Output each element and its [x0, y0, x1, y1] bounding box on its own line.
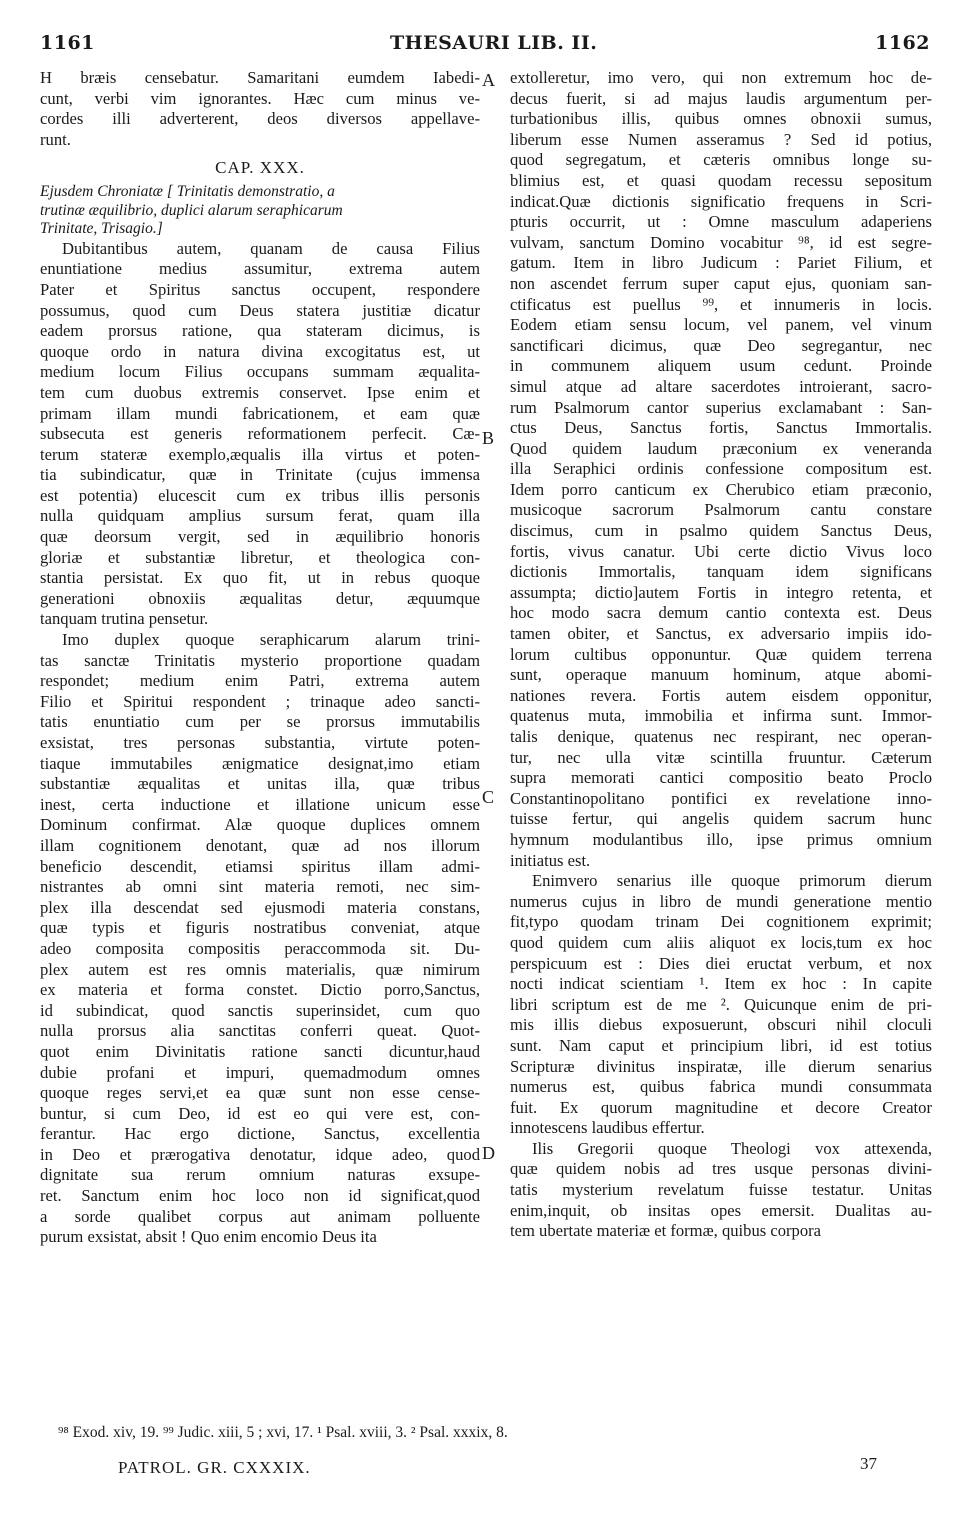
text-line: quod quidem cum aliis aliquot ex locis,tum ex hoc [510, 932, 932, 952]
text-line: perspicuum est : Dies diei eructat verbum, et nox [510, 953, 932, 973]
paragraph [510, 871, 932, 1139]
text-line: Ejusdem Chroniatæ [ Trinitatis demonstratio, a [40, 182, 335, 200]
text-line: tanquam trutina pensetur. [40, 609, 209, 629]
text-line: Quod quidem laudum præconium ex veneranda [510, 438, 932, 458]
text-line: fortis, vivus canatur. Ubi certe dictio Vivus loco [510, 541, 932, 561]
text-line: Imo duplex quoque seraphicarum alarum trini- [62, 630, 480, 650]
text-line: enuntiatione medius assumitur, extrema autem [40, 259, 480, 279]
text-line: liberum esse Numen asseramus ? Sed id potius, [510, 129, 932, 149]
text-line: nocti indicat scientiam ¹. Item ex hoc : In capite [510, 974, 932, 994]
text-line: tatis enuntiatio cum per se prorsus immutabilis [40, 712, 480, 732]
text-line: lorum cultibus opponuntur. Quæ quidem terrena [510, 644, 932, 664]
text-line: decus fuerit, si ad majus laudis argumentum per- [510, 88, 932, 108]
text-line: in communem aliquem usum cedunt. Proinde [510, 356, 932, 376]
text-line: exsistat, tres personas substantia, virtute poten- [40, 733, 480, 752]
text-line: hoc modo sacra demum cantio contexta est. Deus [510, 603, 932, 623]
text-line: Pater et Spiritus sanctus occupent, respondere [40, 279, 480, 299]
chapter-summary [40, 183, 480, 239]
text-line: sunt. Nam caput et principium libri, id est totius [510, 1035, 932, 1055]
text-line: tamen obiter, et Sanctus, ex adversario impiis ido- [510, 624, 932, 644]
text-line: purum exsistat, absit ! Quo enim encomio Deus ita [40, 1227, 377, 1247]
margin-letter-c: C [482, 787, 495, 807]
text-line: Constantinopolitano pontifici ex revelatione inno- [510, 788, 932, 808]
chapter-heading: CAP. XXX. [215, 158, 305, 178]
text-line: dictionis Immortalis, tanquam idem significans [510, 562, 932, 582]
text-line: ferantur. Hac ergo dictione, Sanctus, excellentia [40, 1124, 480, 1144]
text-line: quatenus muta, immobilia et infirma sunt. Immor- [510, 706, 932, 726]
text-line: blimius est, et quasi quodam recessu sepositum [510, 170, 932, 190]
text-line: quæ deorsum vergit, sed in æquilibrio honoris [40, 527, 480, 547]
text-line: in Deo et prærogativa denotatur, idque adeo, quod [40, 1144, 480, 1164]
text-line: extolleretur, imo vero, qui non extremum hoc de- [510, 68, 932, 87]
text-line: tia subindicatur, quæ in Trinitate (cujus immensa [40, 465, 480, 485]
text-line: gatum. Item in libro Judicum : Pariet Filium, et [510, 253, 932, 273]
left-column [40, 68, 480, 1248]
text-line: runt. [40, 129, 71, 149]
text-line: rum Psalmorum cantor superius exclamabant : San- [510, 397, 932, 417]
text-line: Filio et Spiritui respondent ; trinaque adeo sancti- [40, 691, 480, 711]
text-line: dignitate sua rerum omnium naturas exsupe- [40, 1165, 480, 1185]
intro-paragraph [40, 68, 480, 150]
text-line: ex materia et forma constet. Dictio porro,Sanctus, [40, 980, 480, 1000]
text-line: id subindicat, quod sanctis superinsidet, cum quo [40, 1000, 480, 1020]
series-footer: PATROL. GR. CXXXIX. [118, 1458, 311, 1477]
page-number-right: 1162 [875, 32, 930, 54]
text-line: fit,typo quodam trinam Dei cognitionem exprimit; [510, 912, 932, 932]
text-line: gloriæ et substantiæ libretur, et theologica con- [40, 547, 480, 567]
text-line: cordes illi adverterent, deos diversos appellave- [40, 109, 480, 129]
margin-letter-a: A [482, 70, 495, 90]
text-line: supra memorati cantici compositio beato Proclo [510, 768, 932, 788]
text-line: Eodem etiam sensu locum, vel panem, vel vinum [510, 315, 932, 335]
text-line: initiatus est. [510, 850, 591, 870]
text-line: quoque ordo in natura divina excogitatus est, ut [40, 341, 480, 361]
text-line: dubie profani et impuri, quemadmodum omnes [40, 1062, 480, 1082]
page-number-left: 1161 [40, 32, 95, 54]
text-line: mis illis diebus exposuerunt, obscuri nihil cloculi [510, 1015, 932, 1035]
text-line: tatis mysterium revelatum fuisse testatur. Unitas [510, 1180, 932, 1200]
text-line: plex illa descendat sed ejusmodi materia constans, [40, 897, 480, 917]
text-line: quæ quidem nobis ad tres usque personas divini- [510, 1159, 932, 1179]
text-line: assumpta; dictio]autem Fortis in integro retenta, et [510, 582, 932, 602]
text-line: inest, certa inductione et illatione unicum esse [40, 794, 480, 814]
text-line: Scripturæ divinitus inspiratæ, ille dierum senarius [510, 1056, 932, 1076]
text-line: tur, nec ulla vitæ scintilla fruuntur. Cæterum [510, 747, 932, 767]
text-line: Enimvero senarius ille quoque primorum dierum [532, 871, 932, 891]
text-line: stantia persistat. Ex quo fit, ut in rebus quoque [40, 568, 480, 588]
text-line: quæ typis et figuris nostratibus conveniat, atque [40, 918, 480, 938]
text-line: generationi obnoxiis æqualitas detur, æquumque [40, 588, 480, 608]
text-line: beneficio descendit, etiamsi spiritus illam admi- [40, 856, 480, 876]
text-line: discimus, cum in psalmo quidem Sanctus Deus, [510, 521, 932, 541]
text-line: nulla prorsus alia sanctitas conferri queat. Quot- [40, 1021, 480, 1041]
text-line: talis denique, quatenus nec respirant, nec operan- [510, 727, 932, 746]
text-line: cunt, verbi vim ignorantes. Hæc cum minus ve- [40, 88, 480, 108]
text-line: pturis occurrit, ut : Omne masculum adaperiens [510, 212, 932, 232]
text-line: tas sanctæ Trinitatis mysterio proportione quadam [40, 650, 480, 670]
text-line: innotescens laudibus effertur. [510, 1118, 705, 1138]
text-line: adeo composita compositis peraccommoda sit. Du- [40, 938, 480, 958]
paragraph [510, 1139, 932, 1242]
text-line: Dominum confirmat. Alæ quoque duplices omnem [40, 815, 480, 835]
right-column [510, 68, 932, 1242]
text-line: Trinitate, Trisagio.] [40, 220, 163, 238]
text-line: quot enim Divinitatis ratione sancti dicuntur,haud [40, 1041, 480, 1061]
text-line: quod segregatum, et cæteris omnibus longe su- [510, 150, 932, 170]
text-line: trutinæ æquilibrio, duplici alarum seraphicarum [40, 201, 343, 219]
text-line: sanctificari dicimus, quæ Deo segregantur, nec [510, 335, 932, 355]
signature-mark: 37 [860, 1454, 877, 1473]
paragraph [40, 239, 480, 630]
text-line: libri scriptum est de me ². Quicunque enim de pri- [510, 994, 932, 1014]
text-line: est potentia) elucescit cum ex tribus illis personis [40, 485, 480, 505]
text-line: eadem prorsus ratione, qua stateram dicimus, is [40, 321, 480, 341]
text-line: enim,inquit, ob insitas opes emersit. Dualitas au- [510, 1200, 932, 1220]
text-line: Idem porro canticum ex Cherubico etiam præconio, [510, 479, 932, 499]
text-line: nationes revera. Fortis autem eisdem opponitur, [510, 685, 932, 705]
text-line: numerus cujus in libro de mundi generatione mentio [510, 891, 932, 911]
text-line: tem cum duobus extremis conservet. Ipse enim et [40, 382, 480, 402]
text-line: turbationibus illis, quibus omnes obnoxii sumus, [510, 109, 932, 129]
text-line: H bræis censebatur. Samaritani eumdem Iabedi- [40, 68, 480, 87]
margin-letter-d: D [482, 1143, 495, 1163]
text-line: ctus Deus, Sanctus fortis, Sanctus Immortalis. [510, 418, 932, 438]
text-line: tuisse fertur, qui angelis quidem sacrum hunc [510, 809, 932, 829]
text-line: respondet; medium enim Patri, extrema autem [40, 671, 480, 691]
text-line: nulla quidquam amplius sursum ferat, quam illa [40, 506, 480, 526]
text-line: numerus est, quibus fabrica mundi consummata [510, 1077, 932, 1097]
text-line: nistrantes ab omni sint materia remoti, nec sim- [40, 877, 480, 897]
text-line: substantiæ æqualitas et unitas illa, quæ tribus [40, 774, 480, 794]
text-line: buntur, si cum Deo, id est eo qui vere est, con- [40, 1103, 480, 1123]
text-line: tem ubertate materiæ et formæ, quibus corpora [510, 1221, 822, 1241]
text-line: Ilis Gregorii quoque Theologi vox attexenda, [532, 1138, 932, 1158]
text-line: Dubitantibus autem, quanam de causa Filius [62, 238, 480, 258]
text-line: simul atque ad altare sacerdotes introierant, sacro- [510, 376, 932, 396]
footnotes: ⁹⁸ Exod. xiv, 19. ⁹⁹ Judic. xiii, 5 ; xvi, 17. ¹ Psal. xviii, 3. ² Psal. xxxix, 8. [58, 1424, 508, 1441]
text-line: indicat.Quæ dictionis significatio frequens in Scri- [510, 191, 932, 211]
margin-letter-b: B [482, 428, 495, 448]
text-line: vulvam, sanctum Domino vocabitur ⁹⁸, id est segre- [510, 232, 932, 252]
text-line: ctificatus est puellus ⁹⁹, et innumeris in locis. [510, 294, 932, 314]
text-line: sunt, operaque manuum hominum, atque abomi- [510, 665, 932, 685]
text-line: non ascendet ferrum super caput ejus, quoniam san- [510, 273, 932, 293]
paragraph [40, 630, 480, 1248]
text-line: terum stateræ exemplo,æqualis illa virtus et poten- [40, 444, 480, 464]
running-title: THESAURI LIB. II. [390, 32, 598, 54]
text-line: primam illam mundi fabricationem, et eam quæ [40, 403, 480, 423]
text-line: fuit. Ex quorum magnitudine et decore Creator [510, 1097, 932, 1117]
text-line: a sorde qualibet corpus aut animam polluente [40, 1206, 480, 1226]
text-line: ret. Sanctum enim hoc loco non id significat,quod [40, 1186, 480, 1206]
text-line: tiaque immutabiles ænigmatice designat,imo etiam [40, 753, 480, 773]
page-header [40, 32, 930, 60]
text-line: quoque reges servi,et ea quæ sunt non esse cense- [40, 1083, 480, 1103]
text-line: hymnum modulantibus illo, ipse primus omnium [510, 829, 932, 849]
text-line: possumus, quod cum Deus statera justitiæ dicatur [40, 300, 480, 320]
text-line: plex autem est res omnis materialis, quæ nimirum [40, 959, 480, 979]
text-line: musicoque sacrorum Psalmorum cantu constare [510, 500, 932, 520]
paragraph [510, 68, 932, 871]
text-line: illa Seraphici ordinis confessione compositum est. [510, 459, 932, 479]
text-line: illam cognitionem denotant, quæ ad nos illorum [40, 835, 480, 855]
text-line: subsecuta est generis reformationem perfecit. Cæ- [40, 424, 480, 444]
text-line: medium locum Filius occupans summam æqualita- [40, 362, 480, 382]
